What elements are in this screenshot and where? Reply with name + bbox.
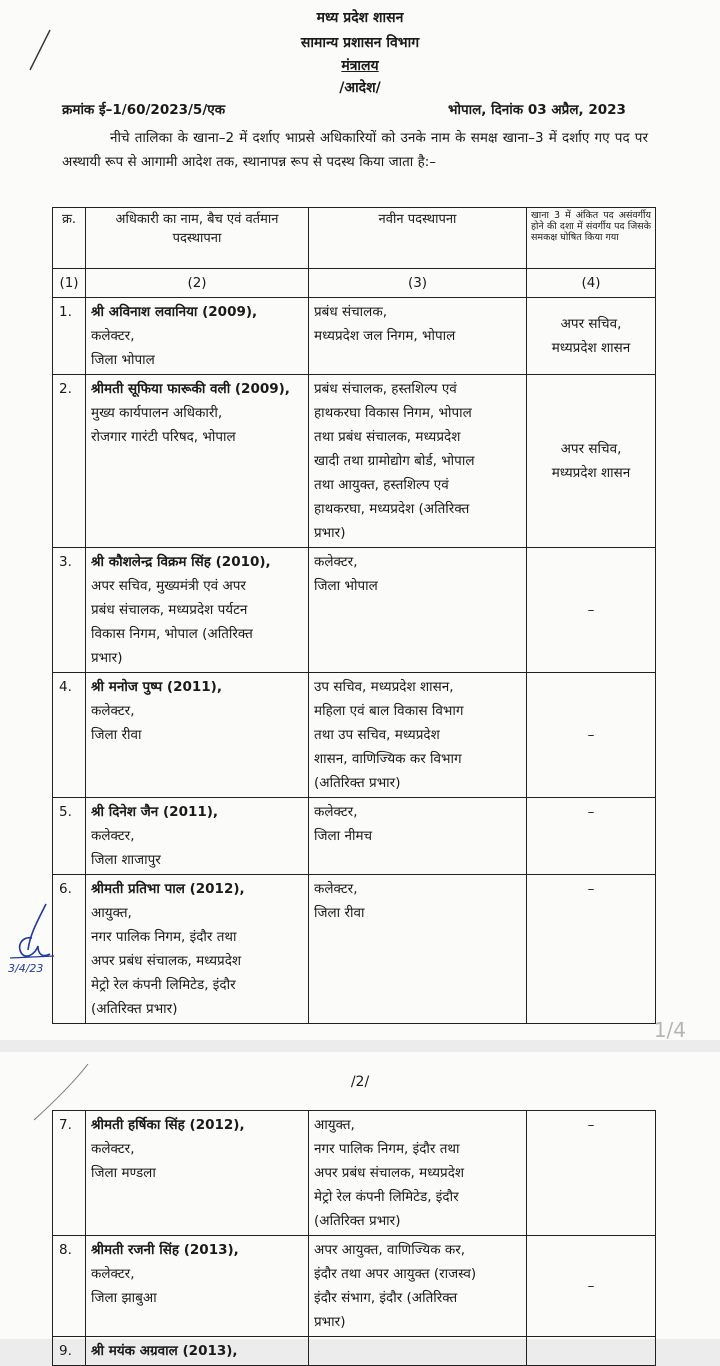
new-posting-cell [309, 375, 527, 548]
officer-cell [86, 548, 309, 673]
cell-line: प्रबंध संचालक, हस्तशिल्प एवं [314, 381, 457, 397]
cell-line: अपर सचिव, मुख्यमंत्री एवं अपर [91, 578, 246, 594]
cell-line: तथा उप सचिव, मध्यप्रदेश [314, 727, 440, 743]
table-row [53, 298, 656, 375]
cell-line: मेट्रो रेल कंपनी लिमिटेड, इंदौर [314, 1189, 459, 1205]
officer-name: श्रीमती प्रतिभा पाल (2012), [91, 881, 245, 897]
cell-line: आयुक्त, [91, 905, 132, 921]
cell-line: शासन, वाणिज्यिक कर विभाग [314, 751, 462, 767]
cell-line: हाथकरघा विकास निगम, भोपाल [314, 405, 472, 421]
officer-name: श्री मयंक अग्रवाल (2013), [91, 1343, 238, 1359]
officer-cell [86, 1111, 309, 1236]
equivalent-cell [527, 875, 656, 1024]
cell-line: जिला भोपाल [314, 578, 378, 594]
cell-line: अपर सचिव, [560, 316, 622, 332]
postings-table-continued [52, 1110, 656, 1366]
new-posting-cell [309, 1236, 527, 1337]
header-ministry: मंत्रालय [341, 58, 379, 74]
signature [8, 900, 58, 990]
cell-line: आयुक्त, [314, 1117, 355, 1133]
postings-table [52, 207, 656, 1024]
cell-line: महिला एवं बाल विकास विभाग [314, 703, 464, 719]
cell-line: प्रभार) [91, 650, 123, 666]
cell-line: जिला नीमच [314, 828, 373, 844]
cell-line: मुख्य कार्यपालन अधिकारी, [91, 405, 223, 421]
new-posting-cell [309, 1111, 527, 1236]
officer-cell [86, 673, 309, 798]
new-posting-cell [309, 875, 527, 1024]
new-posting-cell [309, 1337, 527, 1366]
officer-cell [86, 1236, 309, 1337]
serial-number: 3. [53, 548, 86, 673]
cell-line: अपर आयुक्त, वाणिज्यिक कर, [314, 1242, 466, 1258]
table-row [53, 673, 656, 798]
cell-line: कलेक्टर, [314, 881, 358, 897]
officer-name: श्री दिनेश जैन (2011), [91, 804, 219, 820]
officer-cell [86, 298, 309, 375]
equivalent-cell [527, 1337, 656, 1366]
cell-line: तथा आयुक्त, हस्तशिल्प एवं [314, 477, 449, 493]
header-new-posting: नवीन पदस्थापना [309, 208, 527, 269]
cell-line: नगर पालिक निगम, इंदौर तथा [91, 929, 237, 945]
equivalent-cell [527, 1111, 656, 1236]
page-indicator: 1/4 [653, 1018, 686, 1042]
officer-name: श्रीमती सूफिया फारूकी वली (2009), [91, 381, 290, 397]
cell-line: मध्यप्रदेश जल निगम, भोपाल [314, 328, 456, 344]
cell-line: इंदौर संभाग, इंदौर (अतिरिक्त [314, 1290, 458, 1306]
cell-line: खादी तथा ग्रामोद्योग बोर्ड, भोपाल [314, 453, 475, 469]
serial-number: 2. [53, 375, 86, 548]
new-posting-cell [309, 673, 527, 798]
officer-name: श्री कौशलेन्द्र विक्रम सिंह (2010), [91, 554, 271, 570]
intro-paragraph: नीचे तालिका के खाना–2 में दर्शाए भाप्रसे अधिकारियों को उनके नाम के समक्ष खाना–3 में दर्शाए गए पद पर अस्थायी रूप से आगामी आदेश तक, स्थानापन्न रूप से पदस्थ किया जाता है:– [62, 130, 648, 170]
serial-number: 6. [53, 875, 86, 1024]
new-posting-cell [309, 298, 527, 375]
table-row [53, 1236, 656, 1337]
cell-line: जिला रीवा [314, 905, 365, 921]
equivalent-cell [527, 548, 656, 673]
cell-line: (अतिरिक्त प्रभार) [314, 1213, 401, 1229]
col-number: (4) [527, 269, 656, 298]
officer-name: श्रीमती रजनी सिंह (2013), [91, 1242, 239, 1258]
cell-line: अपर सचिव, [560, 441, 622, 457]
page-mark: /2/ [350, 1074, 370, 1090]
officer-name: श्री मनोज पुष्प (2011), [91, 679, 222, 695]
cell-line: तथा प्रबंध संचालक, मध्यप्रदेश [314, 429, 461, 445]
serial-number: 7. [53, 1111, 86, 1236]
cell-line: (अतिरिक्त प्रभार) [314, 775, 401, 791]
cell-line: प्रभार) [314, 525, 346, 541]
equivalent-cell [527, 1236, 656, 1337]
cell-line: कलेक्टर, [91, 828, 135, 844]
signature-date: 3/4/23 [8, 962, 44, 975]
table-row [53, 875, 656, 1024]
cell-line: कलेक्टर, [314, 804, 358, 820]
cell-line: जिला भोपाल [91, 352, 155, 368]
cell-line: – [587, 881, 595, 897]
table-row [53, 548, 656, 673]
cell-line: प्रभार) [314, 1314, 346, 1330]
cell-line: – [587, 804, 595, 820]
officer-cell [86, 798, 309, 875]
officer-name: श्रीमती हर्षिका सिंह (2012), [91, 1117, 245, 1133]
new-posting-cell [309, 548, 527, 673]
cell-line: जिला रीवा [91, 727, 142, 743]
officer-cell [86, 1337, 309, 1366]
cell-line: इंदौर तथा अपर आयुक्त (राजस्व) [314, 1266, 477, 1282]
officer-cell [86, 375, 309, 548]
cell-line: प्रबंध संचालक, मध्यप्रदेश पर्यटन [91, 602, 248, 618]
equivalent-cell [527, 673, 656, 798]
cell-line: – [587, 727, 595, 743]
serial-number: 4. [53, 673, 86, 798]
cell-line: कलेक्टर, [91, 703, 135, 719]
header-officer: अधिकारी का नाम, बैच एवं वर्तमान पदस्थापना [86, 208, 309, 269]
officer-cell [86, 875, 309, 1024]
equivalent-cell [527, 375, 656, 548]
header-government: मध्य प्रदेश शासन [316, 10, 404, 26]
column-number-row [53, 269, 656, 298]
officer-name: श्री अविनाश लवानिया (2009), [91, 304, 258, 320]
cell-line: मध्यप्रदेश शासन [551, 465, 631, 481]
cell-line: – [587, 1117, 595, 1133]
cell-line: कलेक्टर, [91, 328, 135, 344]
header-equivalent: खाना 3 में अंकित पद असंवर्गीय होने की दशा में संवर्गीय पद जिसके समकक्ष घोषित किया गया [527, 208, 656, 269]
serial-number: 5. [53, 798, 86, 875]
cell-line: कलेक्टर, [91, 1266, 135, 1282]
cell-line: उप सचिव, मध्यप्रदेश शासन, [314, 679, 454, 695]
serial-number: 1. [53, 298, 86, 375]
document-page-2 [0, 1052, 720, 1359]
table-header-row [53, 208, 656, 269]
table-row [53, 375, 656, 548]
header-department: सामान्य प्रशासन विभाग [300, 35, 420, 51]
col-number: (3) [309, 269, 527, 298]
serial-number: 9. [53, 1337, 86, 1366]
cell-line: नगर पालिक निगम, इंदौर तथा [314, 1141, 460, 1157]
cell-line: जिला मण्डला [91, 1165, 156, 1181]
header-sn: क्र. [53, 208, 86, 269]
cell-line: जिला शाजापुर [91, 852, 161, 868]
cell-line: रोजगार गारंटी परिषद, भोपाल [91, 429, 236, 445]
equivalent-cell [527, 298, 656, 375]
cell-line: (अतिरिक्त प्रभार) [91, 1001, 178, 1017]
col-number: (1) [53, 269, 86, 298]
table-row [53, 1337, 656, 1366]
cell-line: विकास निगम, भोपाल (अतिरिक्त [91, 626, 253, 642]
order-place-date: भोपाल, दिनांक 03 अप्रैल, 2023 [448, 102, 626, 118]
cell-line: अपर प्रबंध संचालक, मध्यप्रदेश [91, 953, 242, 969]
cell-line: अपर प्रबंध संचालक, मध्यप्रदेश [314, 1165, 465, 1181]
cell-line: जिला झाबुआ [91, 1290, 157, 1306]
col-number: (2) [86, 269, 309, 298]
cell-line: – [587, 602, 595, 618]
cell-line: कलेक्टर, [91, 1141, 135, 1157]
table-row [53, 1111, 656, 1236]
equivalent-cell [527, 798, 656, 875]
serial-number: 8. [53, 1236, 86, 1337]
new-posting-cell [309, 798, 527, 875]
cell-line: मध्यप्रदेश शासन [551, 340, 631, 356]
cell-line: प्रबंध संचालक, [314, 304, 387, 320]
cell-line: – [587, 1278, 595, 1294]
cell-line: हाथकरघा, मध्यप्रदेश (अतिरिक्त [314, 501, 470, 517]
header-order: /आदेश/ [339, 80, 381, 96]
cell-line: मेट्रो रेल कंपनी लिमिटेड, इंदौर [91, 977, 236, 993]
table-row [53, 798, 656, 875]
order-number: क्रमांक ई–1/60/2023/5/एक [62, 102, 226, 118]
cell-line: कलेक्टर, [314, 554, 358, 570]
